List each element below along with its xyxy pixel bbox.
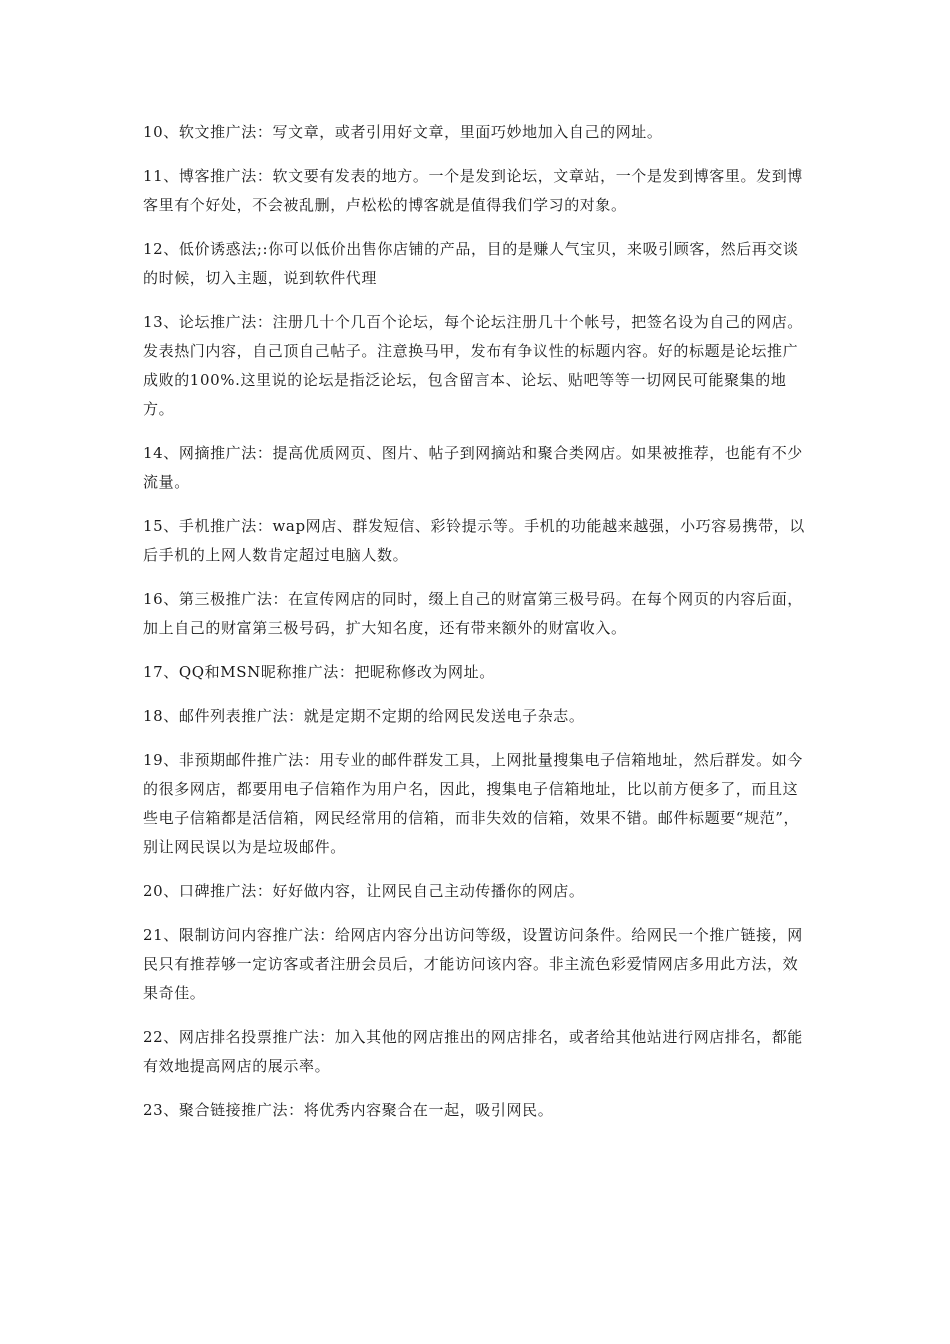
- paragraph-12: 12、低价诱惑法;:你可以低价出售你店铺的产品，目的是赚人气宝贝，来吸引顾客，然后再交谈的时候，切入主题，说到软件代理: [143, 240, 799, 287]
- paragraph-13: 13、论坛推广法：注册几十个几百个论坛，每个论坛注册几十个帐号，把签名设为自己的网店。发表热门内容，自己顶自己帖子。注意换马甲，发布有争议性的标题内容。好的标题是论坛推广成败的100%.这里说的论坛是指泛论坛，包含留言本、论坛、贴吧等等一切网民可能聚集的地方。: [143, 313, 803, 418]
- paragraph-15: 15、手机推广法：wap网店、群发短信、彩铃提示等。手机的功能越来越强，小巧容易携带，以后手机的上网人数肯定超过电脑人数。: [143, 517, 805, 564]
- paragraph-10: 10、软文推广法：写文章，或者引用好文章，里面巧妙地加入自己的网址。: [143, 123, 663, 141]
- paragraph-20: 20、口碑推广法：好好做内容，让网民自己主动传播你的网店。: [143, 882, 585, 900]
- paragraph-23: 23、聚合链接推广法：将优秀内容聚合在一起，吸引网民。: [143, 1101, 554, 1119]
- paragraph-16: 16、第三极推广法：在宣传网店的同时，缀上自己的财富第三极号码。在每个网页的内容后面，加上自己的财富第三极号码，扩大知名度，还有带来额外的财富收入。: [143, 590, 803, 637]
- paragraph-19: 19、非预期邮件推广法：用专业的邮件群发工具，上网批量搜集电子信箱地址，然后群发。如今的很多网店，都要用电子信箱作为用户名，因此，搜集电子信箱地址，比以前方便多了，而且这些电子信箱都是活信箱，网民经常用的信箱，而非失效的信箱，效果不错。邮件标题要“规范”，别让网民误以为是垃圾邮件。: [143, 751, 803, 856]
- paragraph-17: 17、QQ和MSN昵称推广法：把昵称修改为网址。: [143, 663, 495, 681]
- paragraph-11: 11、博客推广法：软文要有发表的地方。一个是发到论坛，文章站，一个是发到博客里。发到博客里有个好处，不会被乱删，卢松松的博客就是值得我们学习的对象。: [143, 167, 803, 214]
- paragraph-14: 14、网摘推广法：提高优质网页、图片、帖子到网摘站和聚合类网店。如果被推荐，也能有不少流量。: [143, 444, 803, 491]
- paragraph-22: 22、网店排名投票推广法：加入其他的网店推出的网店排名，或者给其他站进行网店排名，都能有效地提高网店的展示率。: [143, 1028, 803, 1075]
- document-body: [143, 118, 809, 1140]
- paragraph-18: 18、邮件列表推广法：就是定期不定期的给网民发送电子杂志。: [143, 707, 585, 725]
- paragraph-21: 21、限制访问内容推广法：给网店内容分出访问等级，设置访问条件。给网民一个推广链接，网民只有推荐够一定访客或者注册会员后，才能访问该内容。非主流色彩爱情网店多用此方法，效果奇佳。: [143, 926, 803, 1002]
